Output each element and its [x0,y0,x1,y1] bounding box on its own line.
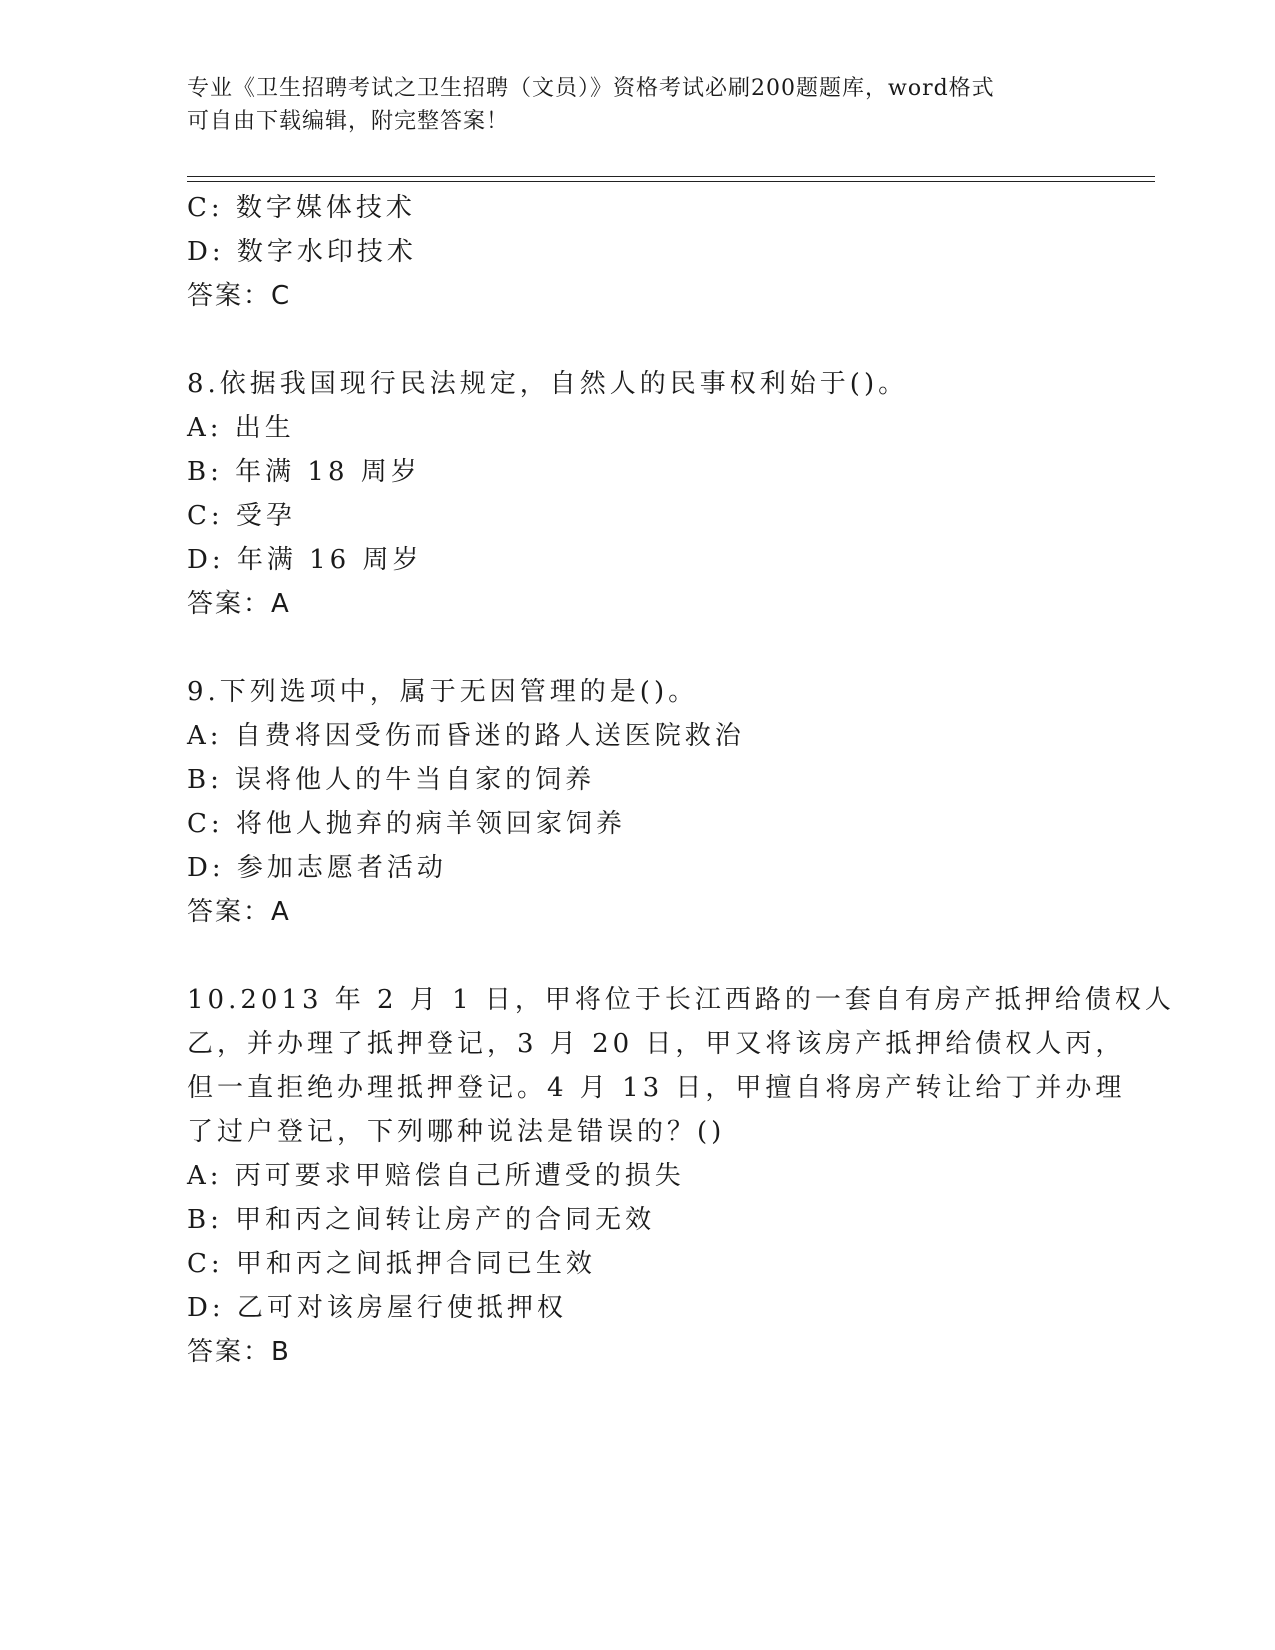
q8-option-d: D: 年满 16 周岁 [187,545,423,575]
q10-stem-line-4: 了过户登记，下列哪种说法是错误的？() [187,1117,726,1147]
q9-option-d: D: 参加志愿者活动 [187,853,447,883]
header-divider-bottom [187,181,1155,182]
document-header [187,72,1087,138]
q10-option-c: C: 甲和丙之间抵押合同已生效 [187,1249,596,1279]
q10-stem-line-1: 10.2013 年 2 月 1 日，甲将位于长江西路的一套自有房产抵押给债权人 [187,985,1175,1015]
q8-option-c: C: 受孕 [187,501,296,531]
header-divider-top [187,176,1155,177]
q10-stem-line-3: 但一直拒绝办理抵押登记。4 月 13 日，甲擅自将房产转让给丁并办理 [187,1073,1126,1103]
q7-answer: 答案：C [187,281,292,311]
q10-option-a: A: 丙可要求甲赔偿自己所遭受的损失 [187,1161,685,1191]
q7-option-d: D: 数字水印技术 [187,237,417,267]
q8-stem: 8.依据我国现行民法规定，自然人的民事权利始于()。 [187,369,909,399]
header-line-2: 可自由下载编辑，附完整答案！ [187,109,510,134]
q8-option-a: A: 出生 [187,413,295,443]
q8-answer: 答案：A [187,589,291,619]
q9-stem: 9.下列选项中，属于无因管理的是()。 [187,677,699,707]
q9-option-a: A: 自费将因受伤而昏迷的路人送医院救治 [187,721,745,751]
q7-option-c: C: 数字媒体技术 [187,193,416,223]
q10-option-d: D: 乙可对该房屋行使抵押权 [187,1293,567,1323]
q10-option-b: B: 甲和丙之间转让房产的合同无效 [187,1205,656,1235]
q10-stem-line-2: 乙，并办理了抵押登记，3 月 20 日，甲又将该房产抵押给债权人丙， [187,1029,1126,1059]
q9-option-c: C: 将他人抛弃的病羊领回家饲养 [187,809,626,839]
header-line-1: 专业《卫生招聘考试之卫生招聘（文员）》资格考试必刷200题题库，word格式 [187,76,995,101]
q8-option-b: B: 年满 18 周岁 [187,457,421,487]
q9-answer: 答案：A [187,897,291,927]
q9-option-b: B: 误将他人的牛当自家的饲养 [187,765,596,795]
q10-answer: 答案：B [187,1337,291,1367]
